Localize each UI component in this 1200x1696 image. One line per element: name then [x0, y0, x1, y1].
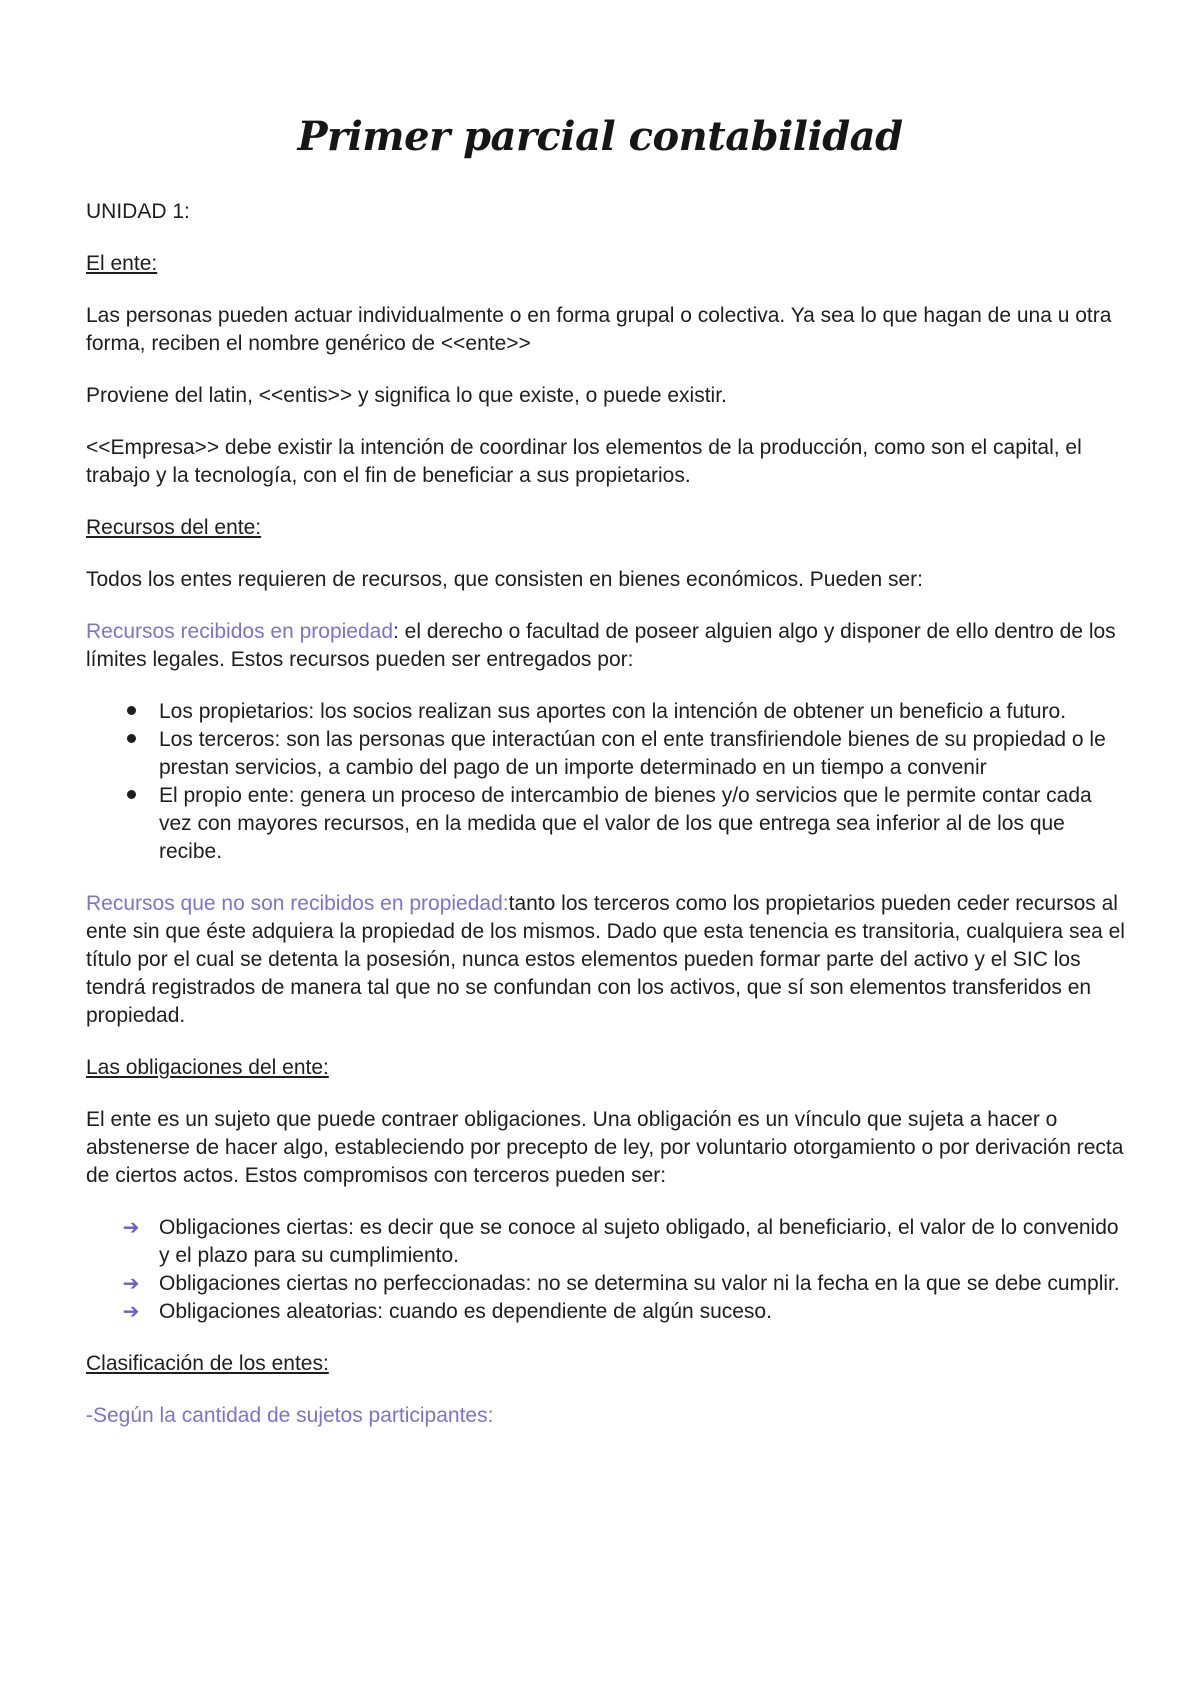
list-item — [86, 1214, 1126, 1270]
paragraph-ente-origin: Proviene del latin, <<entis>> y significa lo que existe, o puede existir. — [86, 384, 727, 407]
unit-label: UNIDAD 1: — [86, 200, 190, 223]
arrow-right-icon: ➔ — [122, 1273, 140, 1295]
paragraph-recursos-no-propiedad — [86, 890, 1126, 1030]
paragraph-obligaciones: El ente es un sujeto que puede contraer obligaciones. Una obligación es un vínculo que sujeta a hacer o abstenerse de hacer algo, estableciendo por precepto de ley, por voluntario otorgamiento o por derivación recta de ciertos actos. Estos compromisos con terceros pueden ser: — [86, 1108, 1124, 1187]
section-heading-ente: El ente: — [86, 252, 158, 275]
definition-recursos-propiedad: : el derecho o facultad de poseer alguien algo y disponer de ello dentro de los límites legales. Estos recursos pueden ser entregados por: — [86, 620, 1116, 671]
paragraph-recursos-propiedad — [86, 618, 1126, 674]
list-item — [86, 782, 1126, 866]
bullet-dot-icon — [121, 698, 141, 726]
paragraph-ente-definition: Las personas pueden actuar individualmente o en forma grupal o colectiva. Ya sea lo que hagan de una u otra forma, reciben el nombre genérico de <<ente>> — [86, 304, 1112, 355]
subheading-cantidad-sujetos: -Según la cantidad de sujetos participantes: — [86, 1404, 494, 1427]
list-item-text: Los propietarios: los socios realizan sus aportes con la intención de obtener un beneficio a futuro. — [159, 700, 1067, 723]
list-item-text: El propio ente: genera un proceso de intercambio de bienes y/o servicios que le permite contar cada vez con mayores recursos, en la medida que el valor de los que entrega sea inferior al de los que recibe. — [159, 784, 1092, 863]
bullet-dot-icon — [121, 782, 141, 810]
section-heading-obligaciones: Las obligaciones del ente: — [86, 1056, 329, 1079]
list-item-text: Los terceros: son las personas que interactúan con el ente transfiriendole bienes de su propiedad o le prestan servicios, a cambio del pago de un importe determinado en un tiempo a convenir — [159, 728, 1106, 779]
section-heading-clasificacion: Clasificación de los entes: — [86, 1352, 329, 1375]
arrow-list-obligaciones — [86, 1214, 1126, 1326]
list-item — [86, 1298, 1126, 1326]
list-item — [86, 1270, 1126, 1298]
arrow-right-icon: ➔ — [122, 1301, 140, 1323]
list-item-text: Obligaciones ciertas no perfeccionadas: no se determina su valor ni la fecha en la que se debe cumplir. — [159, 1272, 1120, 1295]
definition-recursos-no-propiedad: tanto los terceros como los propietarios pueden ceder recursos al ente sin que éste adquiera la propiedad de los mismos. Dado que esta tenencia es transitoria, cualquiera sea el título por el cual se detenta la posesión, nunca estos elementos pueden formar parte del activo y el SIC los tendrá registrados de manera tal que no se confundan con los activos, que sí son elementos transferidos en propiedad. — [86, 892, 1125, 1027]
list-item — [86, 726, 1126, 782]
term-recursos-propiedad: Recursos recibidos en propiedad — [86, 620, 394, 643]
section-heading-recursos: Recursos del ente: — [86, 516, 262, 539]
list-item — [86, 698, 1126, 726]
arrow-right-icon: ➔ — [122, 1217, 140, 1239]
bullet-list-recursos — [86, 698, 1126, 866]
paragraph-recursos-intro: Todos los entes requieren de recursos, que consisten en bienes económicos. Pueden ser: — [86, 568, 924, 591]
document-title: Primer parcial contabilidad — [297, 113, 903, 160]
term-recursos-no-propiedad: Recursos que no son recibidos en propiedad: — [86, 892, 509, 915]
list-item-text: Obligaciones ciertas: es decir que se conoce al sujeto obligado, al beneficiario, el valor de lo convenido y el plazo para su cumplimiento. — [159, 1216, 1119, 1267]
paragraph-empresa: <<Empresa>> debe existir la intención de coordinar los elementos de la producción, como son el capital, el trabajo y la tecnología, con el fin de beneficiar a sus propietarios. — [86, 436, 1082, 487]
bullet-dot-icon — [121, 726, 141, 754]
list-item-text: Obligaciones aleatorias: cuando es dependiente de algún suceso. — [159, 1300, 772, 1323]
document-body — [86, 198, 1126, 1454]
